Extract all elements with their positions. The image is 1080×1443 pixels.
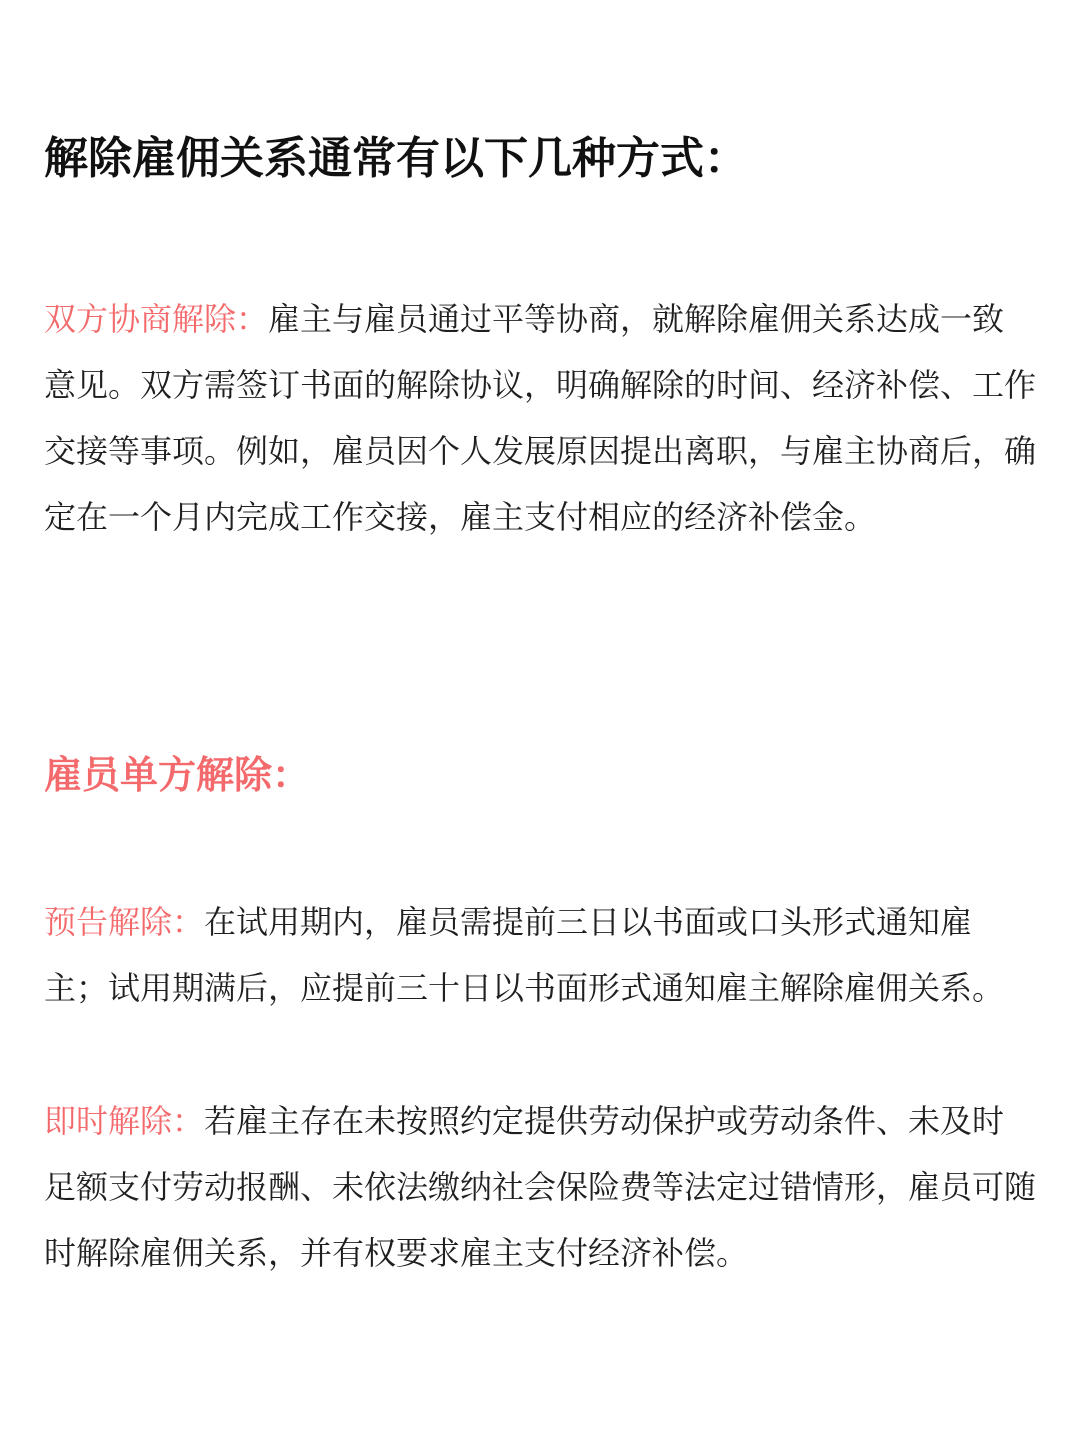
- notice-termination-text: 在试用期内，雇员需提前三日以书面或口头形式通知雇主；试用期满后，应提前三十日以书面形式通知雇主解除雇佣关系。: [44, 903, 1005, 1007]
- page-title: 解除雇佣关系通常有以下几种方式：: [44, 133, 748, 184]
- employee-unilateral-heading: 雇员单方解除：: [44, 753, 311, 797]
- mutual-termination-text: 雇主与雇员通过平等协商，就解除雇佣关系达成一致意见。双方需签订书面的解除协议，明确解除的时间、经济补偿、工作交接等事项。例如，雇员因个人发展原因提出离职，与雇主协商后，确定在一个月内完成工作交接，雇主支付相应的经济补偿金。: [44, 300, 1037, 536]
- notice-termination-label: 预告解除：: [44, 903, 205, 941]
- notice-termination-paragraph: [44, 889, 1036, 1021]
- mutual-termination-label: 双方协商解除：: [44, 300, 269, 338]
- immediate-termination-paragraph: [44, 1088, 1036, 1286]
- mutual-termination-paragraph: [44, 286, 1036, 550]
- immediate-termination-text: 若雇主存在未按照约定提供劳动保护或劳动条件、未及时足额支付劳动报酬、未依法缴纳社会保险费等法定过错情形，雇员可随时解除雇佣关系，并有权要求雇主支付经济补偿。: [44, 1102, 1037, 1272]
- immediate-termination-label: 即时解除：: [44, 1102, 205, 1140]
